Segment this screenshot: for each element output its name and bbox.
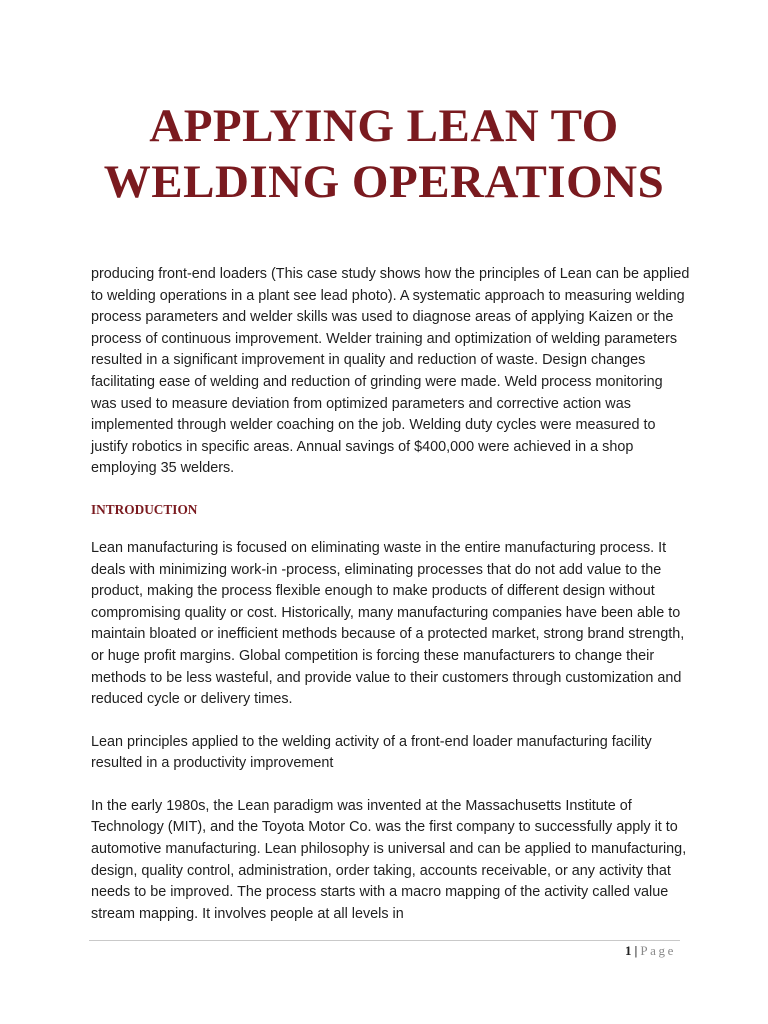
body-paragraph: In the early 1980s, the Lean paradigm was invented at the Massachusetts Institute of Technology (MIT), and the Toyota Motor Co. was the first company to successfully apply it to automotive manufacturing. Lean philosophy is universal and can be applied to manufacturing, design, quality control, administration, order taking, accounts receivable, or any activity that needs to be improved. The process starts with a macro mapping of the activity called value stream mapping. It involves people at all levels in bbox=[91, 797, 687, 922]
document-title bbox=[60, 98, 708, 210]
page-label: Page bbox=[640, 943, 676, 958]
title-line-2: WELDING OPERATIONS bbox=[103, 156, 665, 208]
title-line-1: APPLYING LEAN TO bbox=[149, 100, 619, 152]
page-number: 1 bbox=[624, 943, 632, 958]
abstract-paragraph: producing front-end loaders (This case study shows how the principles of Lean can be applied to welding operations in a plant see lead photo). A systematic approach to measuring welding process parameters and welder skills was used to diagnose areas of applying Kaizen or the process of continuous improvement. Welder training and optimization of welding parameters resulted in a significant improvement in quality and reduction of waste. Design changes facilitating ease of welding and reduction of grinding were made. Weld process monitoring was used to measure deviation from optimized parameters and corrective action was implemented through welder coaching on the job. Welding duty cycles were measured to justify robotics in specific areas. Annual savings of $400,000 were achieved in a shop employing 35 welders. bbox=[91, 266, 690, 477]
footer-divider bbox=[89, 940, 680, 941]
body-paragraph: Lean manufacturing is focused on eliminating waste in the entire manufacturing process. It deals with minimizing work-in -process, eliminating processes that do not add value to the product, making the process flexible enough to make products of different design without compromising quality or cost. Historically, many manufacturing companies have been able to maintain bloated or inefficient methods because of a protected market, strong brand strength, or huge profit margins. Global competition is forcing these manufacturers to change their methods to be less wasteful, and provide value to their customers through customization and reduced cycle or delivery times. bbox=[91, 539, 685, 708]
page-footer bbox=[625, 943, 676, 959]
body-paragraph: Lean principles applied to the welding activity of a front-end loader manufacturing facility resulted in a productivity improvement bbox=[91, 733, 652, 772]
footer-separator: | bbox=[634, 943, 638, 958]
document-body bbox=[91, 264, 691, 925]
section-heading-introduction: INTRODUCTION bbox=[91, 501, 198, 517]
